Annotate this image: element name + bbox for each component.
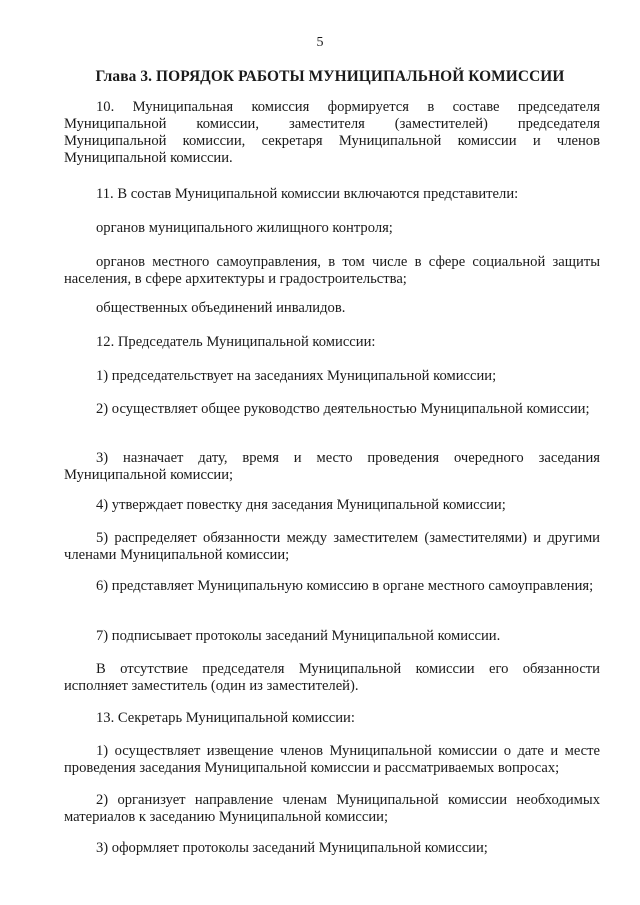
list-item: 3) назначает дату, время и место проведения очередного заседания Муниципальной комиссии; [64, 450, 600, 483]
list-item: 7) подписывает протоколы заседаний Муниципальной комиссии. [96, 628, 501, 644]
list-item: органов местного самоуправления, в том числе в сфере социальной защиты населения, в сфере архитектуры и градостроительства; [64, 254, 600, 287]
chapter-title: Глава 3. ПОРЯДОК РАБОТЫ МУНИЦИПАЛЬНОЙ КОМИССИИ [95, 68, 565, 85]
list-item: 1) осуществляет извещение членов Муниципальной комиссии о дате и месте проведения заседания Муниципальной комиссии и рассматриваемых вопросах; [64, 743, 600, 776]
list-item: 4) утверждает повестку дня заседания Муниципальной комиссии; [96, 497, 506, 513]
paragraph-12: 12. Председатель Муниципальной комиссии: [96, 334, 376, 350]
paragraph-11: 11. В состав Муниципальной комиссии включаются представители: [96, 186, 519, 202]
list-item: общественных объединений инвалидов. [96, 300, 346, 316]
paragraph-deputy: В отсутствие председателя Муниципальной комиссии его обязанности исполняет заместитель (один из заместителей). [64, 661, 600, 694]
page-number: 5 [316, 35, 324, 50]
list-item: 5) распределяет обязанности между заместителем (заместителями) и другими членами Муниципальной комиссии; [64, 530, 600, 563]
list-item: 2) организует направление членам Муниципальной комиссии необходимых материалов к заседанию Муниципальной комиссии; [64, 792, 600, 825]
paragraph-10: 10. Муниципальная комиссия формируется в составе председателя Муниципальной комиссии, заместителя (заместителей) председателя Муниципальной комиссии, секретаря Муниципальной комиссии и членов Муниципальной комиссии. [64, 99, 600, 166]
list-item: 2) осуществляет общее руководство деятельностью Муниципальной комиссии; [96, 401, 590, 417]
list-item: 1) председательствует на заседаниях Муниципальной комиссии; [96, 368, 497, 384]
paragraph-13: 13. Секретарь Муниципальной комиссии: [96, 710, 355, 726]
list-item: 3) оформляет протоколы заседаний Муниципальной комиссии; [96, 840, 488, 856]
list-item: органов муниципального жилищного контроля; [96, 220, 393, 236]
list-item: 6) представляет Муниципальную комиссию в органе местного самоуправления; [96, 578, 594, 594]
